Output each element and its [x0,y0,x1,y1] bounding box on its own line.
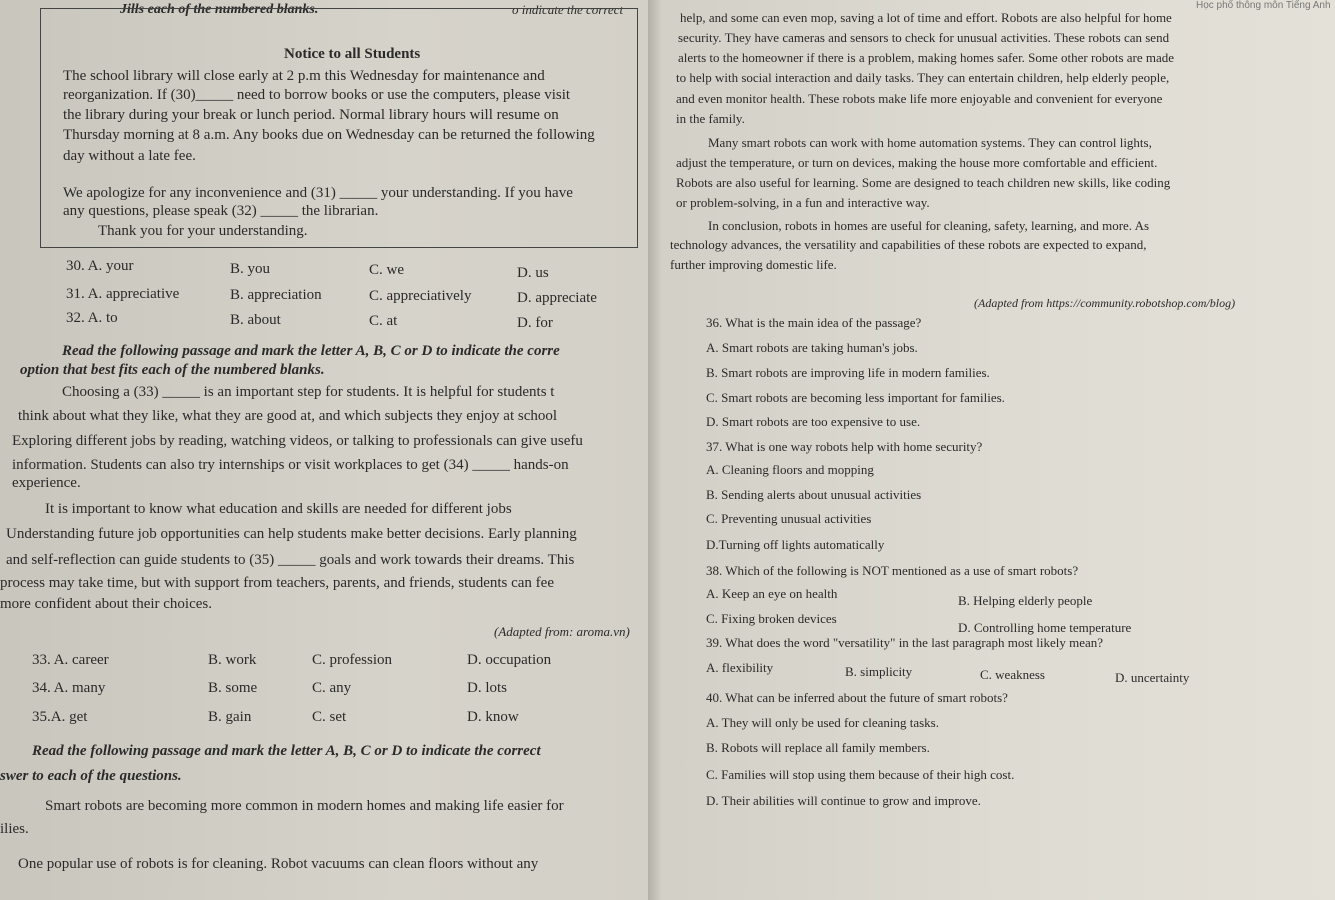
notice-line: the library during your break or lunch period. Normal library hours will resume on [63,107,559,123]
q30-option-a: 30. A. your [66,258,134,274]
passage-2-line: information. Students can also try internships or visit workplaces to get (34) _____ hands-on [12,457,569,473]
passage-2-line: Exploring different jobs by reading, watching videos, or talking to professionals can give usefu [12,433,583,449]
passage-2-line: It is important to know what education and skills are needed for different jobs [45,501,512,517]
notice-line: Thank you for your understanding. [98,223,308,239]
passage-line: in the family. [676,111,745,126]
q37-option-d: D.Turning off lights automatically [706,537,885,552]
passage-2-line: think about what they like, what they are good at, and which subjects they enjoy at school [18,408,558,424]
passage-2-line: more confident about their choices. [0,596,213,612]
q30-option-b: B. you [230,261,271,277]
notice-line: The school library will close early at 2 p.m this Wednesday for maintenance and [63,68,545,84]
passage-3-line: One popular use of robots is for cleaning. Robot vacuums can clean floors without any [18,856,539,872]
q31-option-c: C. appreciatively [369,288,472,304]
passage-line: In conclusion, robots in homes are useful for cleaning, safety, learning, and more. As [708,218,1150,233]
passage-line: security. They have cameras and sensors to check for unusual activities. These robots can send [678,30,1170,45]
q35-option-d: D. know [467,709,519,725]
q33-option-d: D. occupation [467,652,552,668]
q38-option-b: B. Helping elderly people [958,593,1093,608]
page-fold [648,0,662,900]
q36-option-c: C. Smart robots are becoming less important for families. [706,390,1005,405]
q31-option-d: D. appreciate [517,290,597,306]
passage-line: help, and some can even mop, saving a lot of time and effort. Robots are also helpful for home [680,10,1172,25]
passage-line: and even monitor health. These robots make life more enjoyable and convenient for everyone [676,91,1163,106]
q40-option-c: C. Families will stop using them because of their high cost. [706,767,1015,782]
q40-option-a: A. They will only be used for cleaning tasks. [706,715,939,730]
q37-stem: 37. What is one way robots help with home security? [706,439,983,454]
passage-2-source: (Adapted from: aroma.vn) [494,624,630,639]
q37-option-c: C. Preventing unusual activities [706,511,872,526]
notice-line: day without a late fee. [63,148,196,164]
top-instruction-fragment-2: o indicate the correct [512,2,624,17]
passage-2-line: experience. [12,475,81,491]
watermark: Học phổ thông môn Tiếng Anh [1196,0,1331,11]
q33-option-c: C. profession [312,652,392,668]
passage-line: to help with social interaction and daily tasks. They can entertain children, help elderly people, [676,70,1170,85]
q36-stem: 36. What is the main idea of the passage? [706,315,922,330]
notice-line: any questions, please speak (32) _____ the librarian. [63,203,379,219]
passage-line: alerts to the homeowner if there is a problem, making homes safer. Some other robots are made [678,50,1175,65]
q32-option-d: D. for [517,315,553,331]
q39-option-b: B. simplicity [845,664,913,679]
q40-option-d: D. Their abilities will continue to grow and improve. [706,793,981,808]
q40-option-b: B. Robots will replace all family members. [706,740,930,755]
top-instruction-fragment: Jills each of the numbered blanks. [120,2,319,17]
q37-option-a: A. Cleaning floors and mopping [706,462,874,477]
passage-2-line: and self-reflection can guide students to (35) _____ goals and work towards their dreams. This [6,552,575,568]
passage-line: Robots are also useful for learning. Some are designed to teach children new skills, like coding [676,175,1171,190]
passage-line: technology advances, the versatility and capabilities of these robots are expected to expand, [670,237,1147,252]
q35-option-a: 35.A. get [32,709,88,725]
q39-option-d: D. uncertainty [1115,670,1190,685]
q30-option-d: D. us [517,265,549,281]
q37-option-b: B. Sending alerts about unusual activities [706,487,922,502]
passage-source: (Adapted from https://community.robotshop.com/blog) [974,296,1236,310]
instruction-2-line-2: option that best fits each of the numbered blanks. [20,362,325,378]
q35-option-c: C. set [312,709,347,725]
passage-2-line: Choosing a (33) _____ is an important step for students. It is helpful for students t [62,384,555,400]
instruction-3-line-1: Read the following passage and mark the letter A, B, C or D to indicate the correct [32,743,541,759]
notice-line: reorganization. If (30)_____ need to borrow books or use the computers, please visit [63,87,571,103]
q39-option-a: A. flexibility [706,660,774,675]
q32-option-c: C. at [369,313,398,329]
q30-option-c: C. we [369,262,404,278]
q36-option-d: D. Smart robots are too expensive to use. [706,414,921,429]
instruction-3-line-2: swer to each of the questions. [0,768,182,784]
q35-option-b: B. gain [208,709,252,725]
passage-2-line: Understanding future job opportunities can help students make better decisions. Early planning [6,526,577,542]
q38-option-d: D. Controlling home temperature [958,620,1132,635]
passage-line: or problem-solving, in a fun and interactive way. [676,195,930,210]
passage-line: further improving domestic life. [670,257,837,272]
q32-option-b: B. about [230,312,281,328]
passage-3-line: Smart robots are becoming more common in modern homes and making life easier for [45,798,564,814]
q38-option-c: C. Fixing broken devices [706,611,837,626]
q34-option-b: B. some [208,680,258,696]
q32-option-a: 32. A. to [66,310,118,326]
passage-2-line: process may take time, but with support from teachers, parents, and friends, students can fee [0,575,554,591]
q39-option-c: C. weakness [980,667,1045,682]
q34-option-a: 34. A. many [32,680,106,696]
q40-stem: 40. What can be inferred about the future of smart robots? [706,690,1008,705]
q34-option-d: D. lots [467,680,508,696]
q31-option-b: B. appreciation [230,287,322,303]
q34-option-c: C. any [312,680,352,696]
q39-stem: 39. What does the word "versatility" in the last paragraph most likely mean? [706,635,1104,650]
instruction-2-line-1: Read the following passage and mark the letter A, B, C or D to indicate the corre [62,343,560,359]
notice-line: We apologize for any inconvenience and (31) _____ your understanding. If you have [63,185,573,201]
q31-option-a: 31. A. appreciative [66,286,180,302]
passage-3-line: ilies. [0,821,29,837]
q33-option-b: B. work [208,652,257,668]
q36-option-a: A. Smart robots are taking human's jobs. [706,340,918,355]
notice-title: Notice to all Students [284,46,421,62]
q36-option-b: B. Smart robots are improving life in modern families. [706,365,990,380]
q33-option-a: 33. A. career [32,652,109,668]
q38-stem: 38. Which of the following is NOT mentioned as a use of smart robots? [706,563,1079,578]
q38-option-a: A. Keep an eye on health [706,586,838,601]
passage-line: adjust the temperature, or turn on devices, making the house more comfortable and efficient. [676,155,1158,170]
notice-line: Thursday morning at 8 a.m. Any books due on Wednesday can be returned the following [63,127,595,143]
passage-line: Many smart robots can work with home automation systems. They can control lights, [708,135,1152,150]
